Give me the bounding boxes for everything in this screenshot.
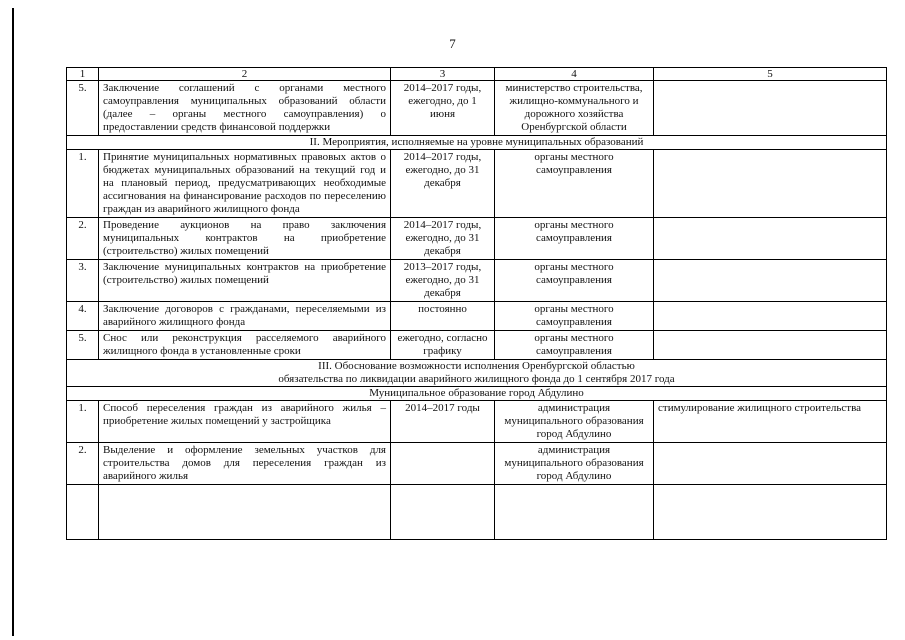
measures-table (66, 67, 887, 540)
responsible-cell: администрация муниципального образования город Абдулино (495, 443, 654, 485)
term-cell: 2014–2017 годы, ежегодно, до 31 декабря (391, 150, 495, 218)
row-number: 3. (67, 260, 99, 302)
table-row (67, 443, 887, 485)
result-cell (654, 218, 887, 260)
section-heading-row (67, 387, 887, 401)
responsible-cell: администрация муниципального образования город Абдулино (495, 401, 654, 443)
section-heading-line: II. Мероприятия, исполняемые на уровне муниципальных образований (309, 136, 644, 148)
empty-cell (391, 485, 495, 540)
table-row (67, 302, 887, 331)
activity-cell: Заключение муниципальных контрактов на приобретение (строительство) жилых помещений (99, 260, 391, 302)
row-number: 1. (67, 401, 99, 443)
row-number: 1. (67, 150, 99, 218)
row-number: 2. (67, 443, 99, 485)
result-cell (654, 331, 887, 360)
section-heading (67, 387, 887, 401)
result-cell (654, 302, 887, 331)
table-body (67, 68, 887, 540)
column-header: 2 (99, 68, 391, 81)
section-heading (67, 136, 887, 150)
empty-cell (67, 485, 99, 540)
activity-cell: Принятие муниципальных нормативных правовых актов о бюджетах муниципальных образований на текущий год и на плановый период, предусматривающих необходимые ассигнования на финансирование расходов по переселению граждан из аварийного жилищного фонда (99, 150, 391, 218)
term-cell: 2014–2017 годы, ежегодно, до 1 июня (391, 81, 495, 136)
term-cell: постоянно (391, 302, 495, 331)
section-heading-row (67, 136, 887, 150)
section-heading (67, 360, 887, 387)
activity-cell: Снос или реконструкция расселяемого аварийного жилищного фонда в установленные сроки (99, 331, 391, 360)
responsible-cell: органы местного самоуправления (495, 260, 654, 302)
page-number: 7 (449, 36, 456, 51)
term-cell (391, 443, 495, 485)
activity-cell: Заключение соглашений с органами местного самоуправления муниципальных образований области (далее – органы местного самоуправления) о предоставлении средств финансовой поддержки (99, 81, 391, 136)
term-cell: 2014–2017 годы (391, 401, 495, 443)
table-row (67, 260, 887, 302)
table-row (67, 150, 887, 218)
result-cell: стимулирование жилищного строительства (654, 401, 887, 443)
empty-cell (495, 485, 654, 540)
table-row (67, 401, 887, 443)
table-row (67, 81, 887, 136)
empty-cell (654, 485, 887, 540)
column-header: 1 (67, 68, 99, 81)
result-cell (654, 443, 887, 485)
row-number: 4. (67, 302, 99, 331)
activity-cell: Заключение договоров с гражданами, переселяемыми из аварийного жилищного фонда (99, 302, 391, 331)
section-heading-row (67, 360, 887, 387)
activity-cell: Способ переселения граждан из аварийного жилья – приобретение жилых помещений у застройщика (99, 401, 391, 443)
column-header-row (67, 68, 887, 81)
row-number: 5. (67, 81, 99, 136)
term-cell: 2013–2017 годы, ежегодно, до 31 декабря (391, 260, 495, 302)
term-cell: ежегодно, согласно графику (391, 331, 495, 360)
activity-cell: Проведение аукционов на право заключения муниципальных контрактов на приобретение (строительство) жилых помещений (99, 218, 391, 260)
row-number: 2. (67, 218, 99, 260)
empty-row (67, 485, 887, 540)
result-cell (654, 81, 887, 136)
responsible-cell: министерство строительства, жилищно-коммунального и дорожного хозяйства Оренбургской области (495, 81, 654, 136)
section-heading-line: III. Обоснование возможности исполнения Оренбургской областью (318, 360, 635, 372)
column-header: 4 (495, 68, 654, 81)
activity-cell: Выделение и оформление земельных участков для строительства домов для переселения граждан из аварийного жилья (99, 443, 391, 485)
column-header: 5 (654, 68, 887, 81)
section-heading-line: обязательства по ликвидации аварийного жилищного фонда до 1 сентября 2017 года (278, 373, 675, 385)
table-row (67, 331, 887, 360)
column-header: 3 (391, 68, 495, 81)
responsible-cell: органы местного самоуправления (495, 218, 654, 260)
result-cell (654, 260, 887, 302)
table-row (67, 218, 887, 260)
section-heading-line: Муниципальное образование город Абдулино (369, 387, 584, 399)
empty-cell (99, 485, 391, 540)
term-cell: 2014–2017 годы, ежегодно, до 31 декабря (391, 218, 495, 260)
responsible-cell: органы местного самоуправления (495, 302, 654, 331)
result-cell (654, 150, 887, 218)
row-number: 5. (67, 331, 99, 360)
page-edge-line (12, 8, 14, 636)
responsible-cell: органы местного самоуправления (495, 150, 654, 218)
responsible-cell: органы местного самоуправления (495, 331, 654, 360)
